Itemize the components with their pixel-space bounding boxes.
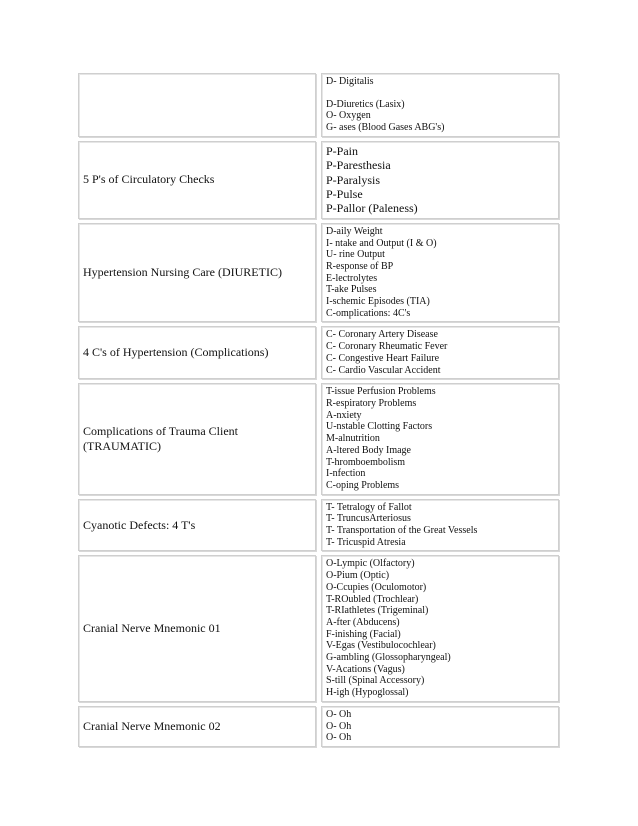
mnemonic-line: T- Tetralogy of Fallot	[326, 501, 412, 513]
blank-line	[326, 88, 554, 99]
mnemonic-line: U-nstable Clotting Factors	[326, 421, 433, 433]
mnemonic-line: C-omplications: 4C's	[326, 307, 411, 319]
mnemonic-line: T- Transportation of the Great Vessels	[326, 525, 478, 537]
mnemonic-title-cell	[78, 73, 316, 137]
mnemonic-title-cell	[78, 326, 316, 379]
mnemonic-line: C- Coronary Rheumatic Fever	[326, 341, 448, 353]
mnemonic-line: C- Coronary Artery Disease	[326, 329, 438, 341]
mnemonic-title: Cranial Nerve Mnemonic 01	[83, 621, 221, 636]
mnemonic-line: D-Diuretics (Lasix)	[326, 98, 405, 110]
mnemonic-title: 5 P's of Circulatory Checks	[83, 172, 215, 187]
mnemonic-lines-cell	[321, 555, 559, 701]
mnemonic-line: D-aily Weight	[326, 225, 383, 237]
mnemonic-lines-cell	[321, 223, 559, 323]
mnemonic-lines-cell	[321, 706, 559, 747]
mnemonic-line: P-Pallor (Paleness)	[326, 201, 418, 216]
mnemonic-line: T-hromboembolism	[326, 456, 406, 468]
mnemonic-lines-cell	[321, 383, 559, 494]
mnemonic-line: V-Egas (Vestibulocochlear)	[326, 640, 436, 652]
mnemonic-line: A-nxiety	[326, 409, 362, 421]
mnemonic-lines-cell	[321, 141, 559, 219]
mnemonic-line: T-issue Perfusion Problems	[326, 386, 436, 398]
mnemonic-line: A-ltered Body Image	[326, 444, 411, 456]
mnemonic-line: P-Paralysis	[326, 172, 380, 187]
mnemonic-title-cell	[78, 141, 316, 219]
mnemonic-line: O-Pium (Optic)	[326, 570, 390, 582]
mnemonic-title: Complications of Trauma Client (TRAUMATIC)	[83, 423, 238, 453]
mnemonic-line: O- Oh	[326, 732, 352, 744]
mnemonic-lines-cell	[321, 499, 559, 552]
mnemonic-title-cell	[78, 499, 316, 552]
mnemonic-line: C- Cardio Vascular Accident	[326, 364, 441, 376]
mnemonic-line: R-esponse of BP	[326, 260, 394, 272]
mnemonic-lines-cell	[321, 73, 559, 137]
mnemonic-title-cell	[78, 223, 316, 323]
table-row	[78, 706, 559, 747]
mnemonic-line: O- Oxygen	[326, 110, 371, 122]
mnemonic-line: T- TruncusArteriosus	[326, 513, 411, 525]
mnemonic-line: I-schemic Episodes (TIA)	[326, 296, 430, 308]
mnemonic-line: P-Paresthesia	[326, 158, 391, 173]
table-row	[78, 223, 559, 323]
mnemonic-title-cell	[78, 555, 316, 701]
mnemonic-table	[78, 73, 559, 751]
mnemonic-line: C- Congestive Heart Failure	[326, 352, 440, 364]
mnemonic-line: P-Pain	[326, 143, 359, 158]
table-row	[78, 383, 559, 494]
mnemonic-line: V-Acations (Vagus)	[326, 663, 405, 675]
mnemonic-line: S-till (Spinal Accessory)	[326, 675, 425, 687]
mnemonic-line: G-ambling (Glossopharyngeal)	[326, 652, 451, 664]
mnemonic-line: G- ases (Blood Gases ABG's)	[326, 122, 445, 134]
mnemonic-lines-cell	[321, 326, 559, 379]
mnemonic-title-cell	[78, 383, 316, 494]
mnemonic-line: F-inishing (Facial)	[326, 628, 401, 640]
mnemonic-line: O- Oh	[326, 720, 352, 732]
mnemonic-title-cell	[78, 706, 316, 747]
mnemonic-title: 4 C's of Hypertension (Complications)	[83, 345, 269, 360]
mnemonic-line: C-oping Problems	[326, 479, 400, 491]
mnemonic-line: U- rine Output	[326, 249, 385, 261]
mnemonic-line: T-ROubled (Trochlear)	[326, 593, 419, 605]
mnemonic-line: P-Pulse	[326, 187, 363, 202]
mnemonic-line: M-alnutrition	[326, 433, 380, 445]
table-row	[78, 499, 559, 552]
mnemonic-line: T-RIathletes (Trigeminal)	[326, 605, 429, 617]
mnemonic-title: Cyanotic Defects: 4 T's	[83, 517, 196, 532]
mnemonic-line: E-lectrolytes	[326, 272, 378, 284]
table-row	[78, 73, 559, 137]
mnemonic-line: D- Digitalis	[326, 76, 374, 87]
mnemonic-title: Hypertension Nursing Care (DIURETIC)	[83, 265, 282, 280]
mnemonic-line: O- Oh	[326, 708, 352, 720]
mnemonic-line: I- ntake and Output (I & O)	[326, 237, 437, 249]
mnemonic-line: O-Ccupies (Oculomotor)	[326, 581, 427, 593]
mnemonic-line: T- Tricuspid Atresia	[326, 536, 406, 548]
mnemonic-line: A-fter (Abducens)	[326, 616, 400, 628]
mnemonic-line: T-ake Pulses	[326, 284, 377, 296]
mnemonic-line: H-igh (Hypoglossal)	[326, 687, 409, 699]
table-row	[78, 141, 559, 219]
mnemonic-title: Cranial Nerve Mnemonic 02	[83, 718, 221, 733]
table-row	[78, 555, 559, 701]
mnemonic-line: I-nfection	[326, 468, 366, 480]
table-row	[78, 326, 559, 379]
mnemonic-line: O-Lympic (Olfactory)	[326, 558, 415, 570]
mnemonic-line: R-espiratory Problems	[326, 397, 417, 409]
